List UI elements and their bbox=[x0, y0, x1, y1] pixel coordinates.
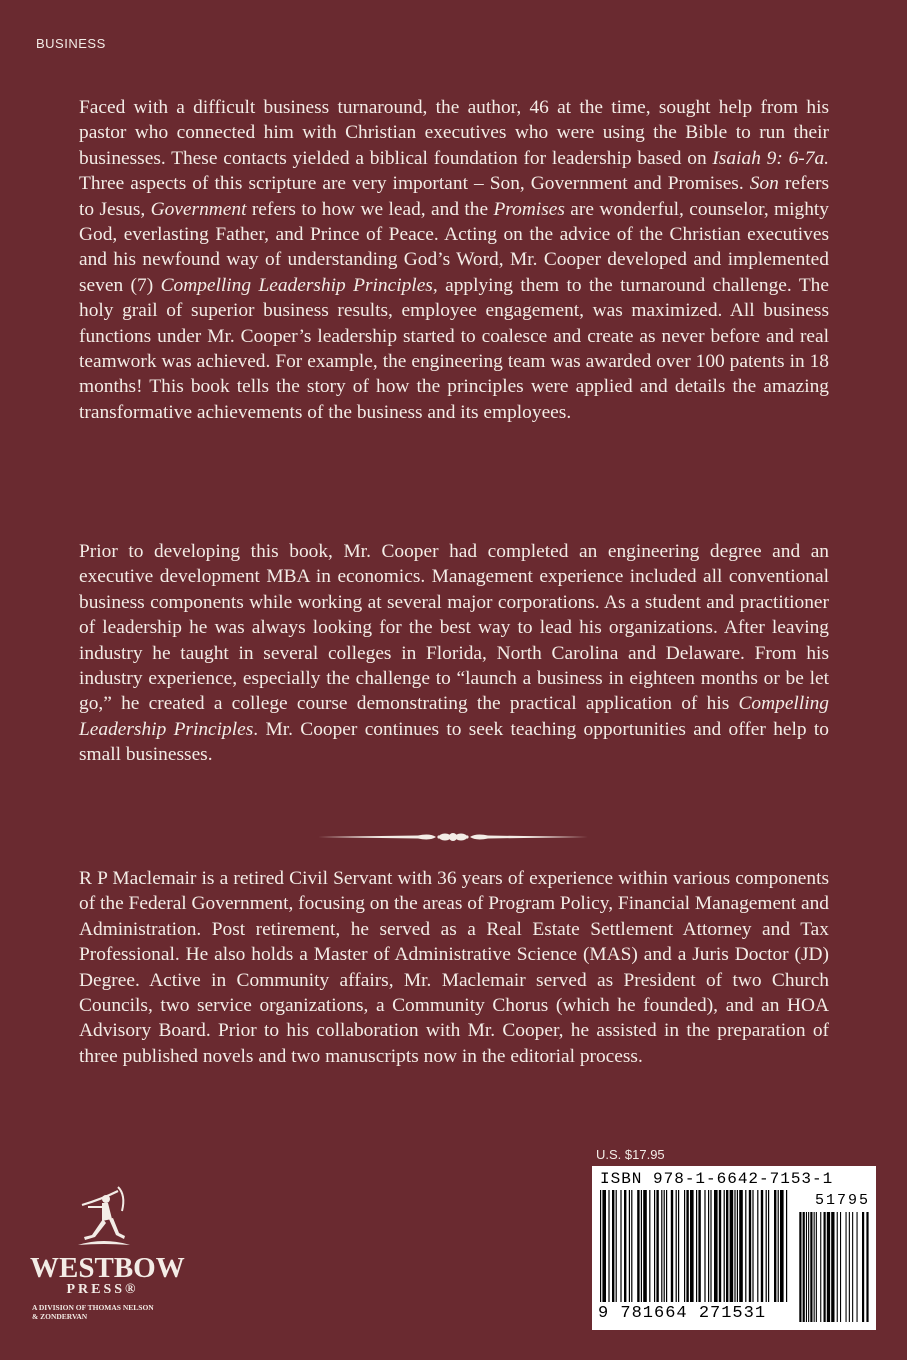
barcode-bar bbox=[739, 1190, 743, 1302]
barcode-bar bbox=[745, 1190, 746, 1302]
barcode-addon-bar bbox=[806, 1212, 807, 1322]
publisher-name: WESTBOW bbox=[30, 1252, 185, 1284]
barcode-bar bbox=[666, 1190, 667, 1302]
author-bio-paragraph bbox=[79, 866, 829, 1069]
barcode-bar bbox=[708, 1190, 709, 1302]
barcode-addon-bar bbox=[808, 1212, 809, 1322]
barcode-bar bbox=[786, 1190, 787, 1302]
barcode-addon-bar bbox=[810, 1212, 812, 1322]
barcode-bar bbox=[730, 1190, 734, 1302]
barcode-bar bbox=[612, 1190, 614, 1302]
barcode-bar bbox=[690, 1190, 694, 1302]
barcode-bar bbox=[724, 1190, 725, 1302]
barcode-addon-bar bbox=[816, 1212, 817, 1322]
barcode-bar bbox=[698, 1190, 700, 1302]
barcode-bar bbox=[710, 1190, 711, 1302]
italic-text: Compelling Leadership Principles bbox=[160, 274, 433, 296]
barcode-addon-bar bbox=[799, 1212, 801, 1322]
barcode-addon-bar bbox=[849, 1212, 850, 1322]
barcode-bar bbox=[676, 1190, 677, 1302]
barcode-bar bbox=[671, 1190, 673, 1302]
barcode-bar bbox=[761, 1190, 763, 1302]
barcode-bar bbox=[654, 1190, 655, 1302]
price-code: 51795 bbox=[814, 1192, 870, 1209]
barcode-bar bbox=[766, 1190, 767, 1302]
barcode-bar bbox=[752, 1190, 753, 1302]
barcode-addon-bar bbox=[846, 1212, 847, 1322]
barcode-bar bbox=[602, 1190, 606, 1302]
barcode-bar bbox=[624, 1190, 626, 1302]
publisher-logo bbox=[30, 1185, 185, 1325]
barcode-bar bbox=[641, 1190, 642, 1302]
barcode-bar bbox=[616, 1190, 617, 1302]
barcode-bar bbox=[774, 1190, 776, 1302]
barcode-bar bbox=[620, 1190, 621, 1302]
barcode-bar bbox=[696, 1190, 697, 1302]
isbn-barcode bbox=[592, 1166, 876, 1330]
barcode-bar bbox=[664, 1190, 665, 1302]
barcode-bar bbox=[600, 1190, 601, 1302]
barcode-bar bbox=[757, 1190, 758, 1302]
text-run: refers to Jesus, bbox=[79, 173, 830, 220]
description-paragraph-2 bbox=[79, 539, 829, 768]
barcode-bar bbox=[684, 1190, 685, 1302]
barcode-addon-bar bbox=[824, 1212, 826, 1322]
paragraph-text bbox=[79, 539, 829, 768]
barcode-bar bbox=[749, 1190, 751, 1302]
barcode-addon-bar bbox=[814, 1212, 815, 1322]
barcode-bar bbox=[714, 1190, 718, 1302]
barcode-bar bbox=[780, 1190, 784, 1302]
barcode-addon-bar bbox=[866, 1212, 868, 1322]
ean-digits: 9 781664 271531 bbox=[598, 1304, 767, 1323]
barcode-bar bbox=[719, 1190, 721, 1302]
text-run: Three aspects of this scripture are very important – Son, Government and Promises. bbox=[79, 173, 750, 195]
barcode-bar bbox=[726, 1190, 728, 1302]
barcode-bar bbox=[649, 1190, 650, 1302]
italic-text: Compelling Leadership Principles bbox=[79, 693, 829, 740]
price-label: U.S. $17.95 bbox=[596, 1147, 665, 1162]
barcode-bar bbox=[734, 1190, 735, 1302]
division-line-1: A DIVISION OF THOMAS NELSON bbox=[32, 1303, 154, 1312]
barcode-bar bbox=[608, 1190, 609, 1302]
italic-text: Promises bbox=[493, 198, 565, 220]
barcode-bar bbox=[686, 1190, 688, 1302]
archer-figure-icon bbox=[72, 1185, 136, 1253]
barcode-bar bbox=[768, 1190, 769, 1302]
publisher-division bbox=[30, 1303, 177, 1321]
text-run: Faced with a difficult business turnaround, the author, 46 at the time, sought help from his pastor who connected him with Christian executives who were using the Bible to run their businesses. These contacts yielded a biblical foundation for leadership based on bbox=[79, 97, 829, 169]
barcode-addon-bar bbox=[840, 1212, 841, 1322]
category-label: BUSINESS bbox=[36, 36, 106, 51]
barcode-addon-bar bbox=[831, 1212, 834, 1322]
barcode-addon-bar bbox=[857, 1212, 858, 1322]
barcode-bar bbox=[778, 1190, 779, 1302]
text-run: are wonderful, counselor, mighty God, everlasting Father, and Prince of Peace. Acting on the advice of the Christian executives and his newfound way of understanding God’s Word, Mr. Cooper developed and implemented seven (7) bbox=[79, 198, 829, 296]
text-run: . Mr. Cooper continues to seek teaching opportunities and offer help to small businesses. bbox=[79, 718, 829, 766]
barcode-bar bbox=[643, 1190, 647, 1302]
text-run: Prior to developing this book, Mr. Cooper had completed an engineering degree and an executive development MBA in economics. Management experience included all conventional business components while working at several major corporations. As a student and practitioner of leadership he was always looking for the best way to lead his organizations. After leaving industry he taught in several colleges in Florida, North Carolina and Delaware. From his industry experience, especially the challenge to “launch a business in eighteen months or be let go,” he created a college course demonstrating the practical application of his bbox=[79, 541, 829, 715]
barcode-bar bbox=[737, 1190, 738, 1302]
italic-text: Son bbox=[749, 173, 779, 195]
barcode-addon-bar bbox=[852, 1212, 853, 1322]
barcode-bar bbox=[661, 1190, 662, 1302]
italic-text: Government bbox=[150, 198, 247, 220]
barcode-addon-bar bbox=[862, 1212, 864, 1322]
barcode-addon-bar bbox=[827, 1212, 830, 1322]
isbn-number: ISBN 978-1-6642-7153-1 bbox=[600, 1170, 834, 1188]
barcode-bar bbox=[631, 1190, 632, 1302]
paragraph-text bbox=[79, 95, 829, 425]
description-paragraph-1 bbox=[79, 95, 829, 425]
text-run: , applying them to the turnaround challenge. The holy grail of superior business results, employee engagement, was maximized. All business functions under Mr. Cooper’s leadership started to coalesce and create as never before and real teamwork was achieved. For example, the engineering team was awarded over 100 patents in 18 months! This book tells the story of how the principles were applied and details the amazing transformative achievements of the business and its employees. bbox=[79, 274, 829, 423]
text-run: R P Maclemair is a retired Civil Servant with 36 years of experience within various components of the Federal Government, focusing on the areas of Program Policy, Financial Management and Administration. Post retirement, he served as a Real Estate Settlement Attorney and Tax Professional. He also holds a Master of Administrative Science (MAS) and a Juris Doctor (JD) Degree. Active in Community affairs, Mr. Maclemair served as President of two Church Councils, two service organizations, a Community Chorus (which he founded), and an HOA Advisory Board. Prior to his collaboration with Mr. Cooper, he assisted in the preparation of three published novels and two manuscripts now in the editorial process. bbox=[79, 868, 829, 1067]
publisher-subname: PRESS® bbox=[66, 1282, 139, 1297]
italic-text: Isaiah 9: 6-7a. bbox=[712, 147, 829, 169]
barcode-addon-bar bbox=[837, 1212, 838, 1322]
barcode-addon-bar bbox=[820, 1212, 821, 1322]
paragraph-text bbox=[79, 866, 829, 1069]
barcode-bar bbox=[678, 1190, 679, 1302]
ornamental-divider bbox=[318, 827, 588, 847]
barcode-bar bbox=[637, 1190, 639, 1302]
barcode-bar bbox=[629, 1190, 630, 1302]
barcode-bar bbox=[704, 1190, 705, 1302]
division-line-2: & ZONDERVAN bbox=[32, 1312, 88, 1321]
barcode-addon-bar bbox=[803, 1212, 805, 1322]
text-run: refers to how we lead, and the bbox=[246, 198, 494, 220]
barcode-bar bbox=[656, 1190, 658, 1302]
